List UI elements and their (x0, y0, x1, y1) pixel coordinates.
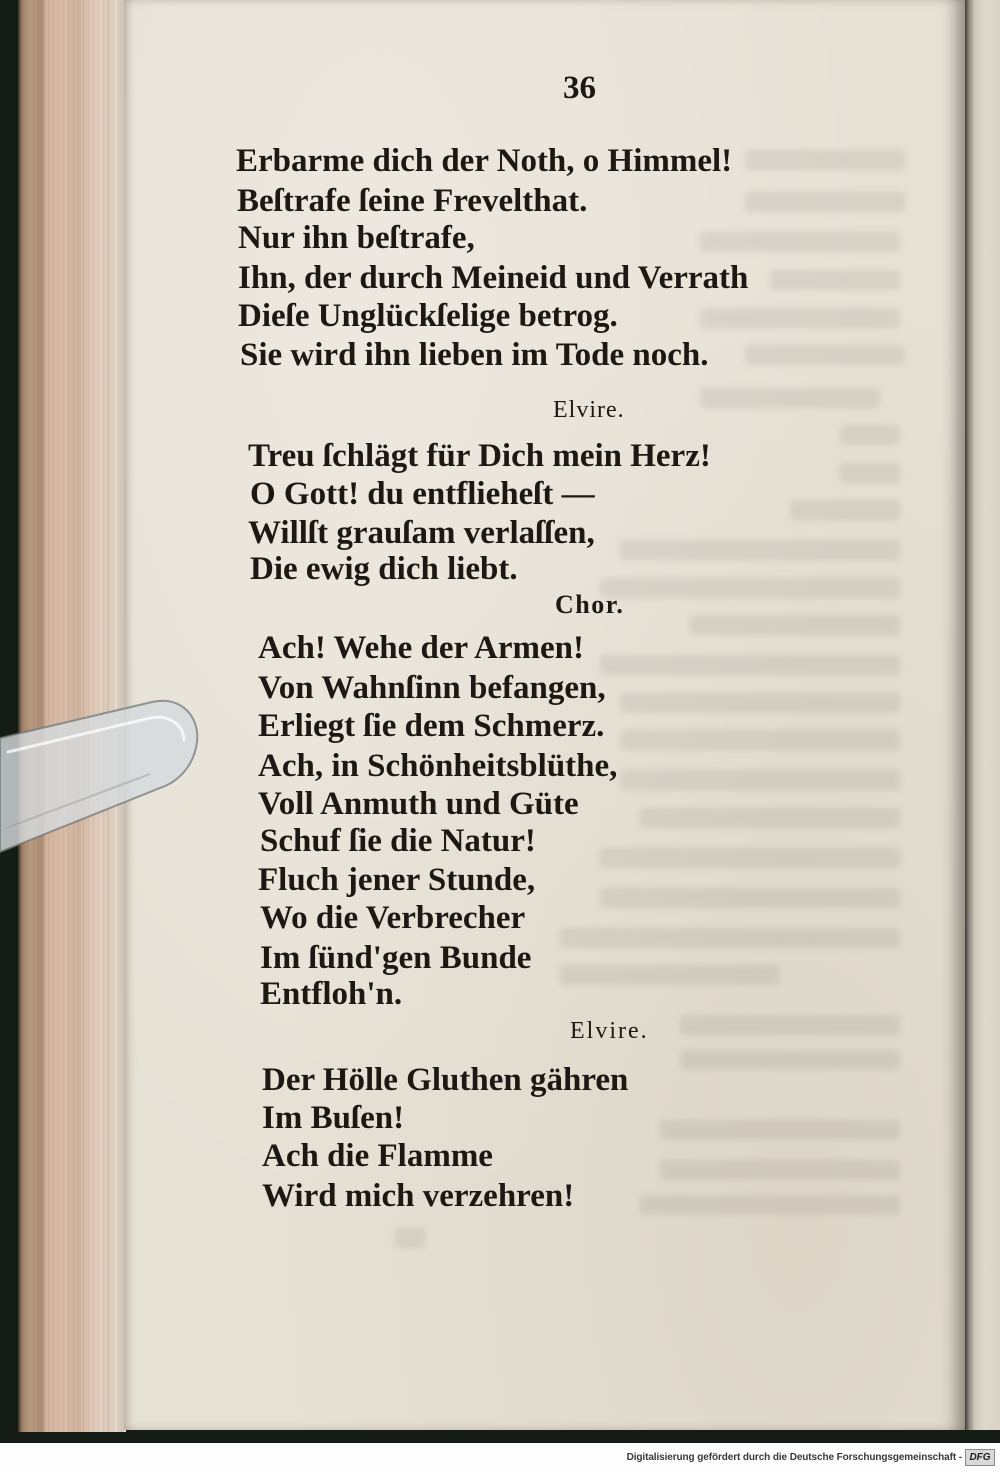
page-clip (0, 690, 200, 860)
verse-line: Nur ihn beſtrafe, (238, 220, 475, 256)
bleed-through-line (600, 655, 900, 675)
bleed-through-line (620, 540, 900, 560)
verse-line: Erliegt ſie dem Schmerz. (258, 708, 605, 744)
bleed-through-line (660, 1120, 900, 1140)
bleed-through-line (620, 730, 900, 750)
verse-line: Die ewig dich liebt. (250, 551, 518, 587)
speaker-label: Elvire. (570, 1018, 649, 1044)
bleed-through-line (640, 808, 900, 828)
bleed-through-line (680, 1015, 900, 1035)
verse-line: Erbarme dich der Noth, o Himmel! (236, 143, 733, 179)
bleed-through-line (700, 232, 900, 252)
verse-line: Sie wird ihn lieben im Tode noch. (240, 337, 709, 373)
verse-line: Dieſe Unglückſelige betrog. (238, 298, 618, 334)
verse-line: Ach die Flamme (262, 1138, 493, 1174)
bleed-through-line (680, 1050, 900, 1070)
dfg-logo: DFG (965, 1449, 995, 1466)
speaker-label: Elvire. (553, 397, 625, 423)
bleed-through-line (790, 500, 900, 520)
bleed-through-line (395, 1228, 425, 1248)
verse-line: Im Buſen! (262, 1100, 405, 1136)
bleed-through-line (600, 848, 900, 868)
bleed-through-line (840, 463, 900, 483)
bleed-through-line (560, 965, 780, 985)
verse-line: Beſtrafe ſeine Frevelthat. (237, 183, 588, 219)
verse-line: Ach! Wehe der Armen! (258, 630, 584, 666)
verse-line: Im ſünd'gen Bunde (260, 940, 532, 976)
verse-line: Der Hölle Gluthen gähren (262, 1062, 629, 1098)
speaker-label: Chor. (555, 590, 625, 619)
verse-line: Wo die Verbrecher (260, 900, 526, 936)
funding-note: Digitalisierung gefördert durch die Deutsche Forschungsgemeinschaft - (626, 1452, 962, 1463)
bleed-through-line (770, 270, 900, 290)
verse-line: Fluch jener Stunde, (258, 862, 536, 898)
bleed-through-line (745, 150, 905, 170)
verse-line: Entfloh'n. (260, 976, 403, 1012)
verse-line: Schuf ſie die Natur! (260, 823, 536, 859)
bleed-through-line (560, 928, 900, 948)
bleed-through-line (700, 308, 900, 328)
verse-line: Ach, in Schönheitsblüthe, (258, 748, 618, 784)
bleed-through-line (690, 615, 900, 635)
bleed-through-line (620, 770, 900, 790)
bleed-through-line (600, 578, 900, 598)
facing-page-edge (965, 0, 1000, 1430)
verse-line: Voll Anmuth und Güte (258, 786, 579, 822)
bleed-through-line (640, 1195, 900, 1215)
page-number: 36 (563, 70, 596, 106)
bleed-through-line (840, 425, 900, 445)
bleed-through-line (660, 1160, 900, 1180)
verse-line: Willſt grauſam verlaſſen, (248, 515, 595, 551)
bleed-through-line (745, 192, 905, 212)
bleed-through-line (745, 345, 905, 365)
verse-line: Ihn, der durch Meineid und Verrath (238, 260, 749, 296)
verse-line: Treu ſchlägt für Dich mein Herz! (248, 438, 711, 474)
verse-line: Wird mich verzehren! (262, 1178, 575, 1214)
bleed-through-line (600, 888, 900, 908)
bleed-through-line (700, 388, 880, 408)
verse-line: Von Wahnſinn befangen, (258, 670, 606, 706)
digitization-footer (0, 1443, 1000, 1472)
bleed-through-line (620, 693, 900, 713)
verse-line: O Gott! du entflieheſt — (250, 476, 595, 512)
